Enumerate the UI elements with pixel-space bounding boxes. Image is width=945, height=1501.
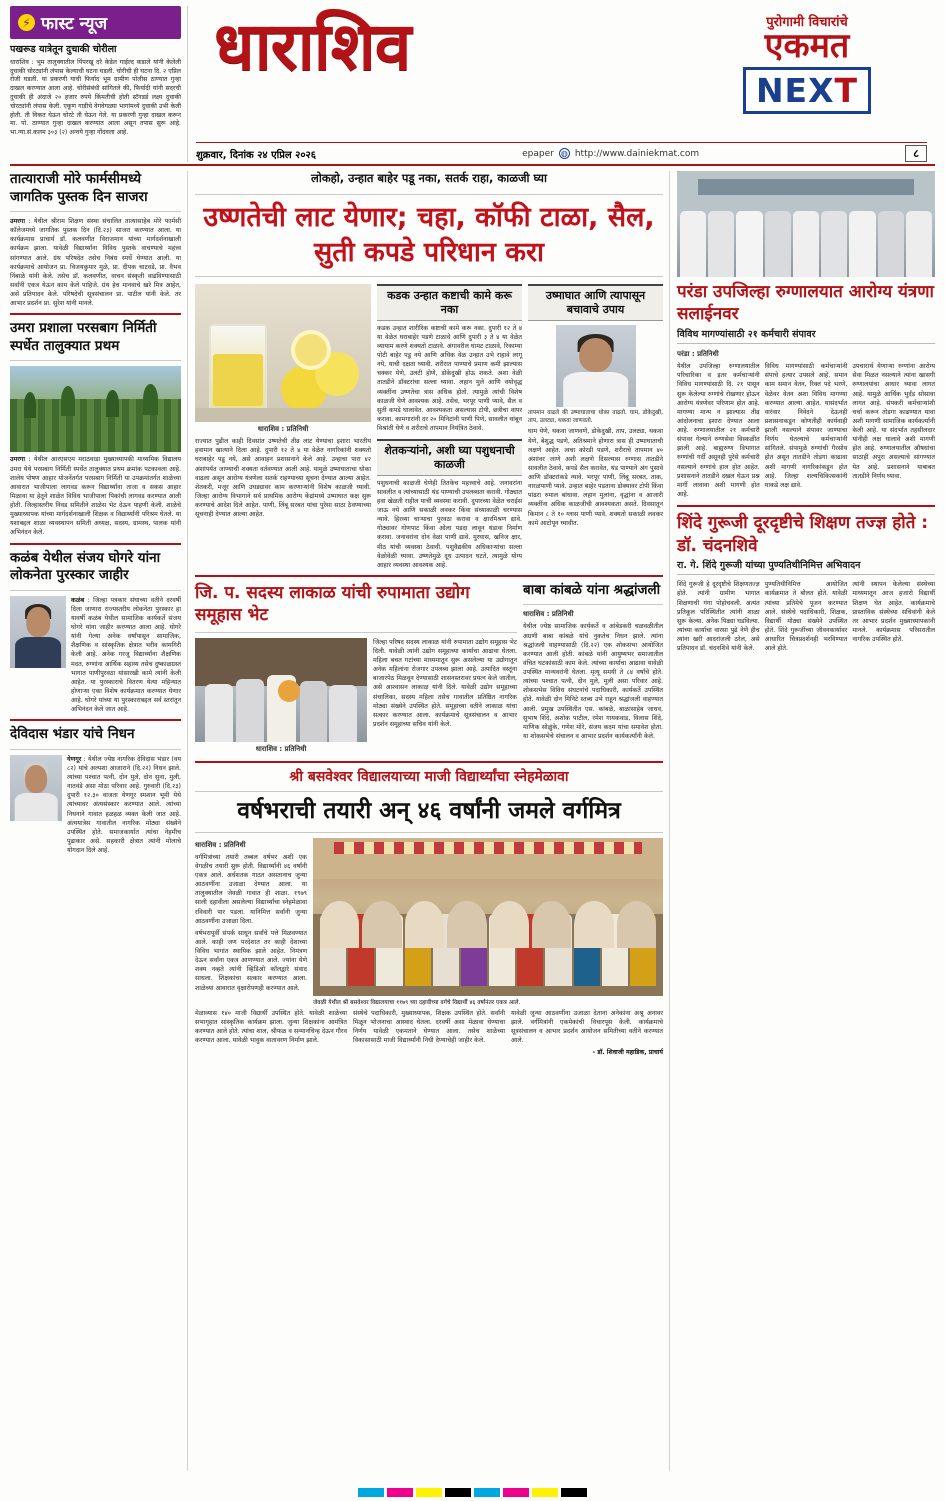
article-paranda-subhead: विविध मागण्यांसाठी २१ कर्मचारी संपावर (677, 329, 935, 344)
alumni-photo-caption: जेवळी येथील श्री बसवेश्वर विद्यालयाचा ११७९ च्या दहावीच्या वर्गचे विद्यार्थी ४६ वर्षांनंतर एकत्र आले. (313, 999, 521, 1006)
article-basaveshwar (195, 768, 663, 1057)
article-paranda-byline: परंडा : प्रतिनिधी (677, 350, 719, 359)
lead-kicker: लोकहो, उन्हात बाहेर पडू नका, सतर्क राहा, काळजी घ्या (311, 171, 547, 185)
alumni-body-3: मेळाव्यास १४० माजी विद्यार्थी उपस्थित होते. यावेळी शाळेच्या सभागृहात सांस्कृतिक कार्यक्रम झाला. जुन्या शिक्षकांना आमंत्रित करण्यात आले होते. त्यांचा शाल, श्रीफळ व सन्मानचिन्ह देऊन गौरव करण्यात आला. यावेळी भावुक वातावरण निर्माण झाले. (195, 1009, 347, 1045)
page-title: धाराशिव (214, 8, 411, 85)
right-column (677, 171, 935, 1471)
alumni-group-photo (313, 838, 663, 996)
article-devidas-headline: देविदास भंडार यांचे निधन (10, 726, 135, 743)
box2-title: शेतकऱ्यांनो, अशी घ्या पशुधनाची काळजी (377, 439, 522, 476)
alumni-body-1: वर्गमित्रांच्या तयारी तब्बल वर्षभर अशी एक वेगळीच तयारी सुरू होती. विद्यार्थ्यांनी ४६ वर्षांनी एकत्र आले. अर्धशतक गाठत असतानाच जुन्या आठवणींना उजाळा देण्यात आला. या तालुक्यातील जेवळी गावात ही शाळा. १९७९ साली दहावीला असलेल्या विद्यार्थ्यांचा स्नेहमेळावा रविवारी पार पडला. यानिमित्त सर्वांनी जुन्या आठवणींना उजाळा दिला. (195, 853, 307, 925)
lead-byline: धाराशिव : प्रतिनिधी (257, 425, 309, 434)
middle-column (195, 171, 670, 1471)
article-baba-body: येथील ज्येष्ठ सामाजिक कार्यकर्ते व आंबेडकरी चळवळीतील अग्रणी बाबा कांबळे यांचे नुकतेच निधन झाले. त्यांना श्रद्धांजली वाहण्यासाठी (दि.२२) एक शोकसभा आयोजित करण्यात आली होती. कांबळे यांनी आयुष्यभर समाजातील वंचित घटकांसाठी काम केले. त्यांच्या कार्याचा आढावा यावेळी उपस्थित मान्यवरांनी घेतला. मृत्यू समयी ते ८४ वर्षांचे होते. त्यांच्या पश्चात पत्नी, दोन मुले, मुली असा परिवार आहे. शोकसभेस विविध संघटनांचे पदाधिकारी, कार्यकर्ते उपस्थित होते. यावेळी दोन मिनिटे स्तब्ध उभे राहून श्रद्धांजली वाहण्यात आली. प्रमुख उपस्थितीत एस. कांबळे, बाळासाहेब जाधव, सुभाष शिंदे, अशोक पाटील, रमेश गायकवाड, विलास शिंदे, माणिक सोळुंके, गणेश मोरे, संजय कदम यांचा समावेश होता. या शोकसभेचे संचालन व आभार प्रदर्शन कार्यकर्त्यांनी केले. (523, 623, 663, 740)
article-umra-lead: उमरगा (10, 456, 25, 464)
box3-title: उष्माघात आणि त्यापासून बचावाचे उपाय (528, 284, 663, 321)
alumni-signature: - डॉ. शिवाजी महाडिक, प्राचार्य (592, 1049, 663, 1057)
article-shinde-subhead: रा. गे. शिंदे गुरूजी यांच्या पुण्यतिथीनिमित्त अभिवादन (677, 560, 935, 575)
article-kalamb-headline: कळंब येथील संजय घोगरे यांना लोकनेता पुरस्कार जाहीर (10, 549, 161, 584)
alumni-headline: वर्षभराची तयारी अन् ४६ वर्षांनी जमले वर्गमित्र (237, 797, 621, 824)
green-field-photo (10, 366, 181, 452)
article-tatyaraji-headline: तात्याराजी मोरे फार्मसीमध्ये जागतिक पुस्तक दिन साजरा (10, 171, 148, 205)
article-kalamb-lead: कळंब (71, 596, 85, 604)
article-devidas-body: येथील ज्येष्ठ नागरिक देविदास भंडार (वय ८२) यांचे अल्पशा आजाराने (दि.२२) निधन झाले. त्यांच्या पश्चात पत्नी, दोन मुले, दोन सुना, मुली, नातवंडे असा मोठा परिवार आहे. गुरुवारी (दि.२३) दुपारी १२.३० वाजता येणगूर स्मशान भूमी येथे त्यांच्यावर अंत्यसंस्कार करण्यात आले. त्यांच्या निधनाने गावात हळहळ व्यक्त केली जात आहे. अंत्ययात्रेस गावातील नागरिक मोठ्या संख्येने उपस्थित होते. समाजकार्यात त्यांचा नेहमीच पुढाकार असे. सहकारी क्षेत्रात त्यांनी मोलाचे योगदान दिले आहे. (67, 755, 181, 855)
alumni-body-5: यावेळी जुन्या आठवणींना उजाळा देताना अनेकांना अश्रू अनावर झाले. वर्गमित्रांनी एकमेकांची विचारपूस केली. कार्यक्रमाचे सूत्रसंचालन व आभार प्रदर्शन आयोजन समितीच्या वतीने करण्यात आले. (511, 1009, 663, 1045)
brand-next-text: NEX (755, 70, 835, 110)
lead-headline: उष्णतेची लाट येणार; चहा, कॉफी टाळा, सैल, सुती कपडे परिधान करा (203, 201, 655, 269)
brand-next-logo (743, 67, 871, 114)
title-column (188, 6, 935, 162)
hospital-group-photo (677, 171, 935, 277)
article-shinde-headline: शिंदे गुरूजी दूरदृष्टीचे शिक्षण तज्ज्ञ होते : डॉ. चंदनशिवे (677, 513, 929, 556)
alumni-byline: धाराशिव : प्रतिनिधी (195, 840, 246, 849)
article-umra-headline: उमरा प्रशाला परसबाग निर्मिती स्पर्धेत तालुक्यात प्रथम (10, 320, 157, 354)
epaper-link[interactable] (522, 148, 699, 159)
article-shinde-body-2: पुण्यतिथीनिमित्त आयोजित कार्यक्रमात ते बोलत होते. यावेळी त्यांच्या प्रतिमेचे पूजन करण्यात आले. संस्थेचे पदाधिकारी, शिक्षक, विद्यार्थी मोठ्या संख्येने उपस्थित होते. शिंदे गुरूजींच्या जीवनकार्यावर आधारित चित्रप्रदर्शनही भरविण्यात आले होते. (764, 581, 848, 653)
article-paranda-body-3: उपचारार्थ येणाऱ्या रुग्णांना आरोग्य सेवा मिळत नसल्याने त्यांना खासगी रुग्णालयांचा आधार घ्यावा लागत आहे. यामुळे आर्थिक भुर्दंड सोसावा लागत आहे. संपकरी कर्मचाऱ्यांशी चर्चा करून तोडगा काढण्यात यावा अशी मागणी सामाजिक कार्यकर्त्यांनी केली आहे. या संदर्भात तहसीलदार यांनीही लक्ष घालावे अशी मागणी होत आहे. रुग्णालयातील औषधांचा साठाही अपुरा असल्याचे सांगण्यात येत आहे. प्रशासनाने याबाबत तातडीने निर्णय घ्यावा. (852, 363, 936, 480)
portrait-devidas-bhandar (10, 755, 62, 821)
lemon-juice-glass-photo (195, 284, 371, 422)
lead-body: राज्यात पुढील काही दिवसांत उष्णतेची तीव्र लाट येण्याचा इशारा भारतीय हवामान खात्याने दिला आहे. दुपारी १२ ते ४ या वेळेत नागरिकांनी शक्यतो घराबाहेर पडू नये, असे आवाहन प्रशासनाने केले आहे. उन्हाचा पारा ४२ अंशांपर्यंत जाण्याची शक्यता वर्तवण्यात आली आहे. यामुळे उष्माघाताचा धोका वाढला असून आरोग्य यंत्रणेला सतर्क राहण्याच्या सूचना देण्यात आल्या आहेत. शेतकरी, मजूर आणि उघड्यावर काम करणाऱ्यांनी विशेष काळजी घ्यावी. जिल्हा आरोग्य विभागाने सर्व प्राथमिक आरोग्य केंद्रांमध्ये उष्माघात कक्ष सुरू करण्याचे आदेश दिले आहेत. पाणी, लिंबू सरबत यांचा पुरेसा साठा ठेवण्याच्या सूचनाही देण्यात आल्या आहेत. (195, 438, 371, 519)
article-devidas: देविदास भंडार यांचे निधन येणगूर : येथील ज्येष्ठ नागरिक देविदास भंडार (वय ८२) यांचे अल्पशा आजाराने (दि.२२) निधन झाले. त्यांच्या पश्चात पत्नी, दोन मुले, दोन सुना, मुली, नातवंडे असा मोठा परिवार आहे. गुरुवारी (दि.२३) दुपारी १२.३० वाजता येणगूर स्मशान भूमी येथे त्यांच्यावर अंत्यसंस्कार करण्यात आले. त्यांच्या निधनाने गावात हळहळ व्यक्त केली जात आहे. अंत्ययात्रेस गावातील नागरिक मोठ्या संख्येने उपस्थित होते. समाजकार्यात त्यांचा नेहमीच पुढाकार असे. सहकारी क्षेत्रात त्यांनी मोलाचे योगदान दिले आहे. (10, 726, 181, 855)
article-umra-body: येथील आरएसएम मराठवाडा मुख्याध्यापकी माध्यमिक विद्यालय उमरा येथे परसबाग निर्मिती स्पर्धेत तालुक्यात प्रथम क्रमांक पटकावला आहे. शालेय पोषण आहार योजनेंतर्गत परसबाग निर्मिती या उपक्रमांतर्गत शाळेच्या आवारात भाजीपाला लागवड करून विद्यार्थ्यांना ताजा व सकस आहार मिळावा या हेतूने शाळेत विविध भाजीपाला पिकांची लागवड करण्यात आली होती. जिल्हास्तरीय निवड समितीने शाळेस भेट देऊन पाहणी केली. शाळेचे मुख्याध्यापक यांच्या मार्गदर्शनाखाली शिक्षक व विद्यार्थ्यांनी परिश्रम घेतले. या यशाबद्दल शाळा व्यवस्थापन समिती अध्यक्ष, सदस्य, ग्रामस्थ, पालक यांनी अभिनंदन केले. (10, 456, 181, 537)
box1-body: कडक उन्हात शारीरिक कष्टाची कामे करू नका. दुपारी १२ ते ४ या वेळेत घराबाहेर पडणे टाळावे आणि दुपारी ३ ते ४ या वेळेत व्यायाम करणे शक्यतो टाळावे. अंगावरील घामट टाळावे, रिकाम्या पोटी बाहेर पडू नये आणि अधिक वेळ उन्हात उभे राहावे लागू नये, याची दक्षता घ्यावी. शरीरात पाण्याचे प्रमाण कमी झाल्यास चक्कर येणे, उलटी होणे, डोकेदुखी होऊ शकते. अशा वेळी तातडीने डॉक्टरांचा सल्ला घ्यावा. लहान मुले आणि वयोवृद्ध व्यक्तींना उष्णतेचा त्रास अधिक होतो. त्यामुळे त्यांची विशेष काळजी घेणे आवश्यक आहे. तसेच, भरपूर पाणी प्यावे, सैल व सुती कपडे घालावेत. आवश्यकता असल्यास टोपी, छत्रीचा वापर करावा. कामगारांनी दर २० मिनिटांनी पाणी पिणे, सावलीत थांबून विश्रांती घेणे व शरीराचे तापमान नियंत्रित ठेवावे. (377, 324, 522, 432)
date-bar (196, 142, 927, 162)
jp-visit-group-photo (195, 638, 367, 742)
alumni-body-2: वर्षभरापूर्वी संपर्क साधून सर्वांचे पत्ते मिळवण्यात आले. काही जण परदेशात तर काही देशाच्या विविध भागांत स्थायिक झाले आहेत. निमंत्रण देऊन सर्वांना एकत्र आणण्यात आले. ज्यांना येणे शक्य नव्हते त्यांनी व्हिडिओ कॉलद्वारे संवाद साधला. शिक्षकांचा सत्कार करण्यात आला. शाळेच्या आवारात वृक्षारोपणही करण्यात आले. (195, 929, 307, 992)
article-kalamb: कळंब येथील संजय घोगरे यांना लोकनेता पुरस्कार जाहीर कळंब : जिल्हा पत्रकार संघाच्या वतीने दरवर्षी दिला जाणारा राज्यस्तरीय लोकनेता पुरस्कार हा यावर्षी कळंब येथील सामाजिक कार्यकर्ते संजय घोगरे यांना जाहीर करण्यात आला आहे. घोगरे यांनी गेल्या अनेक वर्षांपासून सामाजिक, शैक्षणिक व सांस्कृतिक क्षेत्रात भरीव कामगिरी केली आहे. अनेक गरजू विद्यार्थ्यांना शैक्षणिक मदत, रुग्णांना आर्थिक सहाय्य तसेच दुष्काळग्रस्त भागात पाणीपुरवठा यांसारखी कामे त्यांनी केली आहेत. या पुरस्काराचे वितरण येत्या महिन्यात होणाऱ्या एका विशेष कार्यक्रमात करण्यात येणार आहे. घोगरे यांच्या या पुरस्काराबद्दल सर्व स्तरांतून अभिनंदन केले जात आहे. (10, 549, 182, 714)
content-grid (10, 171, 935, 1471)
article-jp-headline: जि. प. सदस्य लाकाळ यांची रुपामाता उद्योग समूहास भेट (195, 582, 470, 626)
article-baba-headline: बाबा कांबळे यांना श्रद्धांजली (523, 581, 661, 598)
article-shinde-body-3: त्यांनी स्थापन केलेल्या संस्थेच्या माध्यमातून आज हजारो विद्यार्थी शिक्षण घेत आहेत. कार्यक्रमाचे प्रास्ताविक संस्थेच्या सचिवांनी केले तर आभार प्रदर्शन मुख्याध्यापकांनी मानले. कार्यक्रमास परिसरातील नागरिक उपस्थित होते. (852, 581, 936, 644)
portrait-sanjay-ghogare (10, 596, 66, 668)
portrait-expert-doctor (556, 325, 636, 407)
fast-news-label: फास्ट न्यूज (41, 14, 108, 34)
cmyk-registration-bar (0, 1488, 945, 1497)
publication-date: शुक्रवार, दिनांक २४ एप्रिल २०२६ (196, 149, 316, 161)
article-paranda-body-2: विविध मागण्यांसाठी कर्मचाऱ्यांनी संपाचे हत्यार उपसले आहे. समान काम समान वेतन, रिक्त पदे भरणे, वेळेवर वेतन अशा विविध मागण्या करण्यात आल्या आहेत. यासंदर्भात वारंवार निवेदने देऊनही प्रशासनाकडून कोणतीही कार्यवाही झाली नसल्याने संपावर जाण्याचा निर्णय घेतल्याचे कर्मचाऱ्यांनी सांगितले. संपामुळे रुग्णांची गैरसोय होत असून तातडीने तोडगा काढावा अशी मागणी नागरिकांकडून होत आहे. जिल्हा शल्यचिकित्सकांनी याकडे लक्ष द्यावे. (764, 363, 848, 489)
article-kalamb-body: जिल्हा पत्रकार संघाच्या वतीने दरवर्षी दिला जाणारा राज्यस्तरीय लोकनेता पुरस्कार हा यावर्षी कळंब येथील सामाजिक कार्यकर्ते संजय घोगरे यांना जाहीर करण्यात आला आहे. घोगरे यांनी गेल्या अनेक वर्षांपासून सामाजिक, शैक्षणिक व सांस्कृतिक क्षेत्रात भरीव कामगिरी केली आहे. अनेक गरजू विद्यार्थ्यांना शैक्षणिक मदत, रुग्णांना आर्थिक सहाय्य तसेच दुष्काळग्रस्त भागात पाणीपुरवठा यांसारखी कामे त्यांनी केली आहेत. या पुरस्काराचे वितरण येत्या महिन्यात होणाऱ्या एका विशेष कार्यक्रमात करण्यात येणार आहे. घोगरे यांच्या या पुरस्काराबद्दल सर्व स्तरांतून अभिनंदन केले जात आहे. (71, 596, 182, 714)
article-devidas-lead: येणगूर (67, 755, 82, 763)
globe-icon: ◍ (559, 148, 570, 159)
left-column (10, 171, 188, 1471)
article-tatyaraji: तात्याराजी मोरे फार्मसीमध्ये जागतिक पुस्तक दिन साजरा उमरगा : येथील श्रीराम शिक्षण संस्था संचालित तात्यासाहेब मोरे फार्मसी कॉलेजमध्ये जागतिक पुस्तक दिन (दि.२३) साजरा करण्यात आला. या कार्यक्रमास प्राचार्य डॉ. कलवणीत विराजमान यांच्या मार्गदर्शनाखाली कार्यक्रम झाला. यावेळी विद्यार्थ्यांना विविध पुस्तके वाचण्याचे महत्त्व सांगण्यात आले. ग्रंथ परिषदेत तसेच निबंध स्पर्धे घेण्यात आली. या कार्यक्रमाचे आयोजन प्रा. विजयकुमार मुळे, प्रा. दीपक चाटवडे, प्रा. वैभव निंबाळे यांनी केले. तसेच डॉ. कलवणीत, वाचन संस्कृती वाढविण्यासाठी सर्वांनी एकत्र येऊन काम केले पाहिजे. ग्रंथ हेच मानवाचे खरे मित्र आहेत, असे प्रतिपादन केले. परिषदेची सूत्रसंचालन प्रा. पाटील यांनी केले. तर आभार प्रदर्शन प्रा. सुरेश यांनी मानले. (10, 171, 182, 308)
alumni-kicker: श्री बसवेश्वर विद्यालयाच्या माजी विद्यार्थ्यांचा स्नेहमेळावा (289, 768, 569, 785)
fast-news-column (10, 6, 188, 162)
article-paranda-headline: परंडा उपजिल्हा रुग्णालयात आरोग्य यंत्रणा सलाईनवर (677, 282, 934, 325)
box2-body: पशुधनाची काळजी घेणेही तितकेच महत्त्वाचे आहे. जनावरांना सावलीत व त्यांच्यासाठी थंड पाण्याची उपलब्धता करावी. गोठ्यात हवा खेळती राहील याची व्यवस्था करावी. दुपारच्या वेळेत चराईस जाऊ नये आणि सकाळी लवकर किंवा संध्याकाळी चरण्यास न्यावे. हिरव्या चाऱ्याचा पुरवठा करावा व क्षारमिश्रण द्यावे. गोठ्यावर गोणपाट किंवा ओला पडदा लावून थंडावा निर्माण करावा. जनावरांना दोन वेळा पाणी द्यावे. मुरघास, खनिज क्षार, मीठ यांची व्यवस्था ठेवावी. पशुवैद्यकीय अधिकाऱ्यांचा सल्ला वेळोवेळी घ्यावा. उष्णतेमुळे दूध उत्पादन घटते, त्यामुळे योग्य आहार व्यवस्था आवश्यक आहे. (377, 479, 523, 569)
article-jp-body: जिल्हा परिषद सदस्य लाकाळ यांनी रुपामाता उद्योग समूहास भेट दिली. यावेळी त्यांनी उद्योग समूहाच्या कार्याचा आढावा घेतला. महिला बचत गटांच्या माध्यमातून सुरू असलेल्या या उद्योगातून अनेक महिलांना रोजगार उपलब्ध झाला आहे. उत्पादित वस्तूंना बाजारपेठ मिळवून देण्यासाठी शासनस्तरावर प्रयत्न केले जातील, असे आश्वासन लाकाळ यांनी दिले. यावेळी उद्योग समूहाच्या संचालिका, सदस्य महिला तसेच गावातील प्रतिष्ठित नागरिक मोठ्या संख्येने उपस्थित होते. समूहाच्या वतीने लाकाळ यांचा सत्कार करण्यात आला. कार्यक्रमाचे सूत्रसंचालन व आभार प्रदर्शन समूहाच्या सचिव यांनी केले. (373, 638, 517, 728)
fast-news-body: धाराशिव : भूम तालुक्यातील पिंपरखू दरे केडेल गाईल्द कडाले यांनी केलेली दुचाकी चोरट्यांनी लंपास केल्याची घटना घडली. चोरीची ही घटना दि. २ एप्रिल रोजी घडली. या प्रकरणी याची फिर्याद भूम ग्रामीण पोलीस ठाण्यात गुन्हा दाखल करण्यात आला आहे. चोरीसंबंधी सांगितले की, फिर्यादी यांनी सदरची दुचाकी ही अंदाजे २० हजार रुपये किंमतीची होती स्टॅनडर्ड लक्ष्य दुचाकी चोरट्यांनी लंपास केली. एकूण गाडीचे वेगवेगळ्या भागांमध्ये दुचाकी उभी केली होती. ती विकत घेऊन चोरटे ती घेऊन गेले. या प्रकरणी गुन्हा दाखल करून मा. पो. ठाण्यात गुन्हा दाखल करण्यात आला असून तपास सुरू आहे. भा.न्या.सं.कलम ३०३ (२) अन्वये गुन्हा नोंदवला आहे. (10, 58, 181, 137)
epaper-label: epaper (522, 148, 554, 159)
brand-next-x: T (834, 70, 859, 110)
box3-caption: तापमान वाढले की उष्माघाताचा धोका वाढतो. घाम, डोकेदुखी, ताप, उलट्या, थकवा जाणवतो. (528, 409, 663, 425)
masthead (10, 6, 935, 166)
article-shinde-body-1: शिंदे गुरूजी हे दूरदृष्टीचे शिक्षणतज्ज्ञ होते. त्यांनी ग्रामीण भागात शिक्षणाची गंगा पोहोचवली. अत्यंत प्रतिकूल परिस्थितीत त्यांनी शाळा सुरू केल्या. अनेक पिढ्या घडविल्या. त्यांच्या कार्याचा वारसा पुढे नेणे हीच त्यांना खरी आदरांजली ठरेल, असे प्रतिपादन डॉ. चंदनशिवे यांनी केले. (677, 581, 760, 653)
fast-news-headline: पखरूड यात्रेतून दुचाकी चोरीला (10, 44, 117, 55)
box3-body: घाम येणे, थकवा जाणवणे, डोकेदुखी, ताप, उलट्या, थकवा येणे, बेशुद्ध पडणे, अतिश्रमाने होणारा त्रास ही उष्माघाताची लक्षणे आहेत. त्वचा कोरडी पडणे, शरीराचे तापमान ४० अंशांवर जाणे अशी लक्षणे दिसल्यास रुग्णास तातडीने सावलीत ठेवावे, कपडे सैल करावेत, थंड पाण्याने अंग पुसावे आणि डॉक्टरांकडे न्यावे. भरपूर पाणी, लिंबू सरबत, ताक, नारळपाणी प्यावे. उन्हात बाहेर पडताना डोक्यावर टोपी किंवा पांढरा रुमाल बांधावा. लहान मुलांना, वृद्धांना व आजारी व्यक्तींना अधिक काळजीची आवश्यकता असते. दिवसातून किमान ८ ते १० ग्लास पाणी प्यावे. शक्यतो सकाळी लवकर कामे आटोपून घ्यावीत. (528, 428, 663, 527)
page-number: ८ (905, 145, 927, 162)
article-umra-parasbag: उमरा प्रशाला परसबाग निर्मिती स्पर्धेत तालुक्यात प्रथम उमरगा : येथील आरएसएम मराठवाडा मुख्याध्यापकी माध्यमिक विद्यालय उमरा येथे परसबाग निर्मिती स्पर्धेत तालुक्यात प्रथम क्रमांक पटकावला आहे. शालेय पोषण आहार योजनेंतर्गत परसबाग निर्मिती या उपक्रमांतर्गत शाळेच्या आवारात भाजीपाला लागवड करून विद्यार्थ्यांना ताजा व सकस आहार मिळावा या हेतूने शाळेत विविध भाजीपाला पिकांची लागवड करण्यात आली होती. जिल्हास्तरीय निवड समितीने शाळेस भेट देऊन पाहणी केली. शाळेचे मुख्याध्यापक यांच्या मार्गदर्शनाखाली शिक्षक व विद्यार्थ्यांनी परिश्रम घेतले. या यशाबद्दल शाळा व्यवस्थापन समिती अध्यक्ष, सदस्य, ग्रामस्थ, पालक यांनी अभिनंदन केले. (10, 320, 181, 537)
brand-tagline: पुरोगामी विचारांचे (766, 15, 848, 30)
article-jp-byline: धाराशिव : प्रतिनिधी (255, 744, 307, 753)
alumni-body-4: संस्थेचे पदाधिकारी, मुख्याध्यापक, शिक्षक उपस्थित होते. सर्वांनी मिळून भोजनाचा आस्वाद घेतला. दरवर्षी असा मेळावा घेण्याचा निर्णय यावेळी एकमताने घेण्यात आला. तसेच शाळेच्या विकासासाठी माजी विद्यार्थ्यांनी निधी देण्याचेही जाहीर केले. (353, 1009, 505, 1045)
brand-name: एकमत (764, 25, 850, 66)
fast-news-badge (10, 6, 181, 39)
article-tatyaraji-body: येथील श्रीराम शिक्षण संस्था संचालित तात्यासाहेब मोरे फार्मसी कॉलेजमध्ये जागतिक पुस्तक दिन (दि.२३) साजरा करण्यात आला. या कार्यक्रमास प्राचार्य डॉ. कलवणीत विराजमान यांच्या मार्गदर्शनाखाली कार्यक्रम झाला. यावेळी विद्यार्थ्यांना विविध पुस्तके वाचण्याचे महत्त्व सांगण्यात आले. ग्रंथ परिषदेत तसेच निबंध स्पर्धे घेण्यात आली. या कार्यक्रमाचे आयोजन प्रा. विजयकुमार मुळे, प्रा. दीपक चाटवडे, प्रा. वैभव निंबाळे यांनी केले. तसेच डॉ. कलवणीत, वाचन संस्कृती वाढविण्यासाठी सर्वांनी एकत्र येऊन काम केले पाहिजे. ग्रंथ हेच मानवाचे खरे मित्र आहेत, असे प्रतिपादन केले. परिषदेची सूत्रसंचालन प्रा. पाटील यांनी केले. तर आभार प्रदर्शन प्रा. सुरेश यांनी मानले. (10, 218, 182, 308)
epaper-url: http://www.dainiekmat.com (574, 148, 700, 159)
bolt-icon: ⚡ (18, 14, 35, 31)
brand-block (687, 6, 927, 114)
article-paranda-body-1: येथील उपजिल्हा रुग्णालयातील परिचारिका व इतर कर्मचाऱ्यांनी विविध मागण्यांसाठी दि. २१ पासून सुरू केलेल्या रुग्णांचे रोखणार होऊन आरोग्य यंत्रणेवर परिणाम होत आहे. मागण्या मान्य न झाल्यास तीव्र आंदोलनाचा इशारा देण्यात आला आहे. रुग्णालयातील २१ कर्मचारी संपावर गेल्याने रुग्णसेवा विस्कळीत झाली आहे. बाह्यरुग्ण विभागात रुग्णांची गर्दी असूनही पुरेसे कर्मचारी नसल्याने रुग्णांचे हाल होत आहेत. प्रशासनाने तातडीने दखल घेऊन प्रश्न मार्गी लावावा अशी मागणी होत आहे. (677, 363, 760, 498)
box1-title: कडक उन्हात कष्टाची कामे करू नका (377, 284, 522, 321)
article-baba-byline: धाराशिव : प्रतिनिधी (523, 610, 574, 619)
article-tatyaraji-lead: उमरगा (10, 218, 25, 226)
